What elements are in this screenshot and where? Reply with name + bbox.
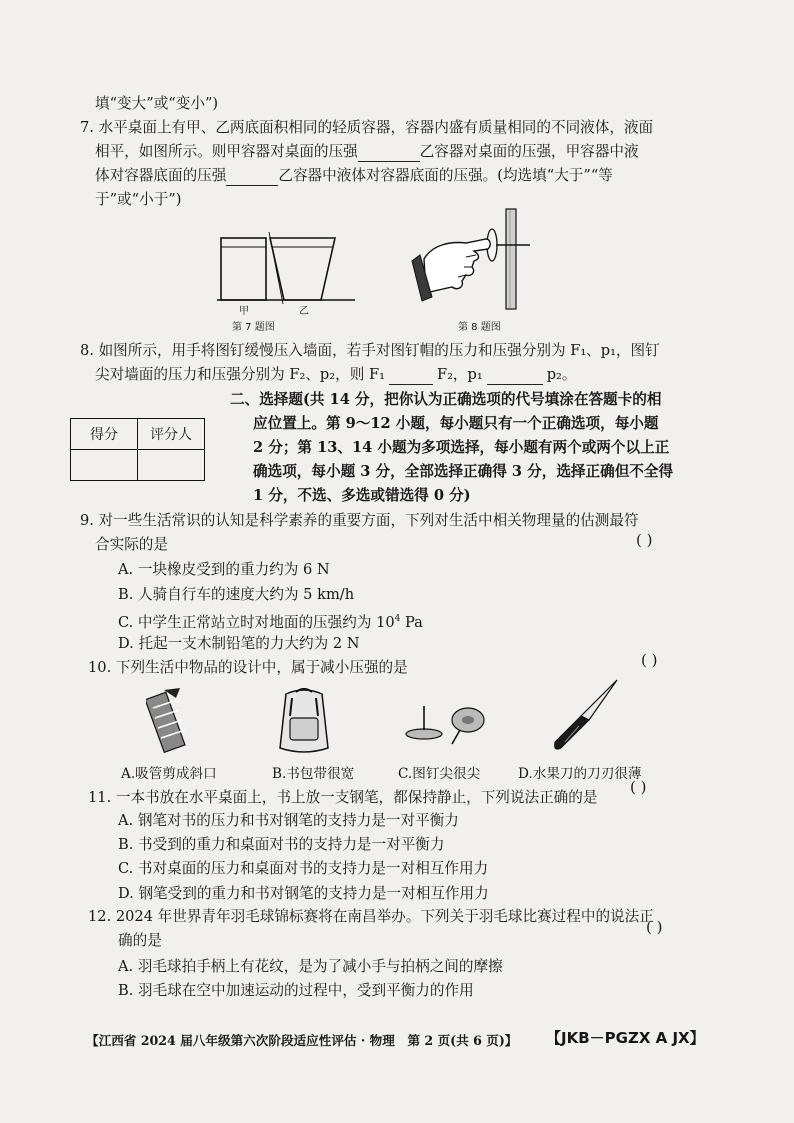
q10-option-d: D.水果刀的刀刃很薄 bbox=[518, 766, 642, 782]
q7-line-1: 7. 水平桌面上有甲、乙两底面积相同的轻质容器，容器内盛有质量相同的不同液体，液面 bbox=[80, 119, 654, 136]
q9-option-d: D. 托起一支木制铅笔的力大约为 2 N bbox=[118, 635, 360, 652]
q7-line-2: 相平，如图所示。则甲容器对桌面的压强 乙容器对桌面的压强，甲容器中液 bbox=[95, 143, 639, 160]
straw-image bbox=[146, 688, 196, 756]
q10-option-a: A.吸管剪成斜口 bbox=[121, 766, 217, 782]
q10-option-b: B.书包带很宽 bbox=[272, 766, 355, 782]
label-yi: 乙 bbox=[299, 306, 309, 317]
q10-line-1: 10. 下列生活中物品的设计中，属于减小压强的是 bbox=[88, 659, 408, 676]
q11-answer-paren[interactable]: ( ) bbox=[630, 778, 647, 796]
score-table bbox=[70, 418, 205, 481]
divider-line bbox=[269, 232, 283, 304]
q9-answer-paren[interactable]: ( ) bbox=[636, 531, 653, 549]
footer-code: 【JKB－PGZX A JX】 bbox=[546, 1029, 705, 1047]
q9-option-b: B. 人骑自行车的速度大约为 5 km/h bbox=[118, 586, 355, 603]
figure-7-containers bbox=[205, 228, 365, 338]
q6-tail-line: 填“变大”或“变小”) bbox=[95, 95, 219, 112]
q7-line-4: 于”或“小于”) bbox=[95, 191, 182, 208]
score-cell[interactable] bbox=[71, 450, 138, 481]
section-2-line-4: 确选项，每小题 3 分，全部选择正确得 3 分，选择正确但不全得 bbox=[253, 463, 674, 480]
figure-8-hand-pressing-pin bbox=[410, 205, 540, 315]
q8-line-2: 尖对墙面的压力和压强分别为 F₂、p₂，则 F₁ F₂，p₁ p₂。 bbox=[95, 366, 577, 383]
q12-line-2: 确的是 bbox=[118, 932, 162, 949]
q7-blank-2[interactable] bbox=[226, 170, 278, 186]
grader-cell[interactable] bbox=[138, 450, 205, 481]
q10-option-c: C.图钉尖很尖 bbox=[398, 766, 481, 782]
backpack-image bbox=[272, 688, 336, 758]
q7-line-3: 体对容器底面的压强 乙容器中液体对容器底面的压强。(均选填“大于”“等 bbox=[95, 167, 613, 184]
figure-8-caption: 第 8 题图 bbox=[458, 322, 501, 333]
section-2-line-2: 应位置上。第 9～12 小题，每小题只有一个正确选项，每小题 bbox=[253, 415, 659, 432]
score-header: 得分 bbox=[71, 419, 138, 450]
label-jia: 甲 bbox=[239, 306, 249, 317]
section-2-line-5: 1 分，不选、多选或错选得 0 分) bbox=[253, 487, 471, 504]
q9-option-c: C. 中学生正常站立时对地面的压强约为 $10^4$ Pa bbox=[118, 613, 423, 631]
q9-option-a: A. 一块橡皮受到的重力约为 6 N bbox=[118, 561, 330, 578]
q12-answer-paren[interactable]: ( ) bbox=[646, 918, 663, 936]
q11-line-1: 11. 一本书放在水平桌面上，书上放一支钢笔，都保持静止，下列说法正确的是 bbox=[88, 789, 598, 806]
q10-answer-paren[interactable]: ( ) bbox=[641, 651, 658, 669]
grader-header: 评分人 bbox=[138, 419, 205, 450]
q8-line-1: 8. 如图所示，用手将图钉缓慢压入墙面，若手对图钉帽的压力和压强分别为 F₁、p₁，图钉 bbox=[80, 342, 660, 359]
wall bbox=[506, 209, 516, 309]
footer-left: 【江西省 2024 届八年级第六次阶段适应性评估 · 物理 第 2 页(共 6 页)】 bbox=[86, 1033, 518, 1048]
q9-line-2: 合实际的是 bbox=[95, 536, 168, 553]
q12-line-1: 12. 2024 年世界青年羽毛球锦标赛将在南昌举办。下列关于羽毛球比赛过程中的说法正 bbox=[88, 908, 654, 925]
q11-option-c: C. 书对桌面的压力和桌面对书的支持力是一对相互作用力 bbox=[118, 860, 489, 877]
q11-option-d: D. 钢笔受到的重力和书对钢笔的支持力是一对相互作用力 bbox=[118, 885, 489, 902]
q8-blank-1[interactable] bbox=[389, 369, 433, 385]
q12-option-a: A. 羽毛球拍手柄上有花纹，是为了减小手与拍柄之间的摩擦 bbox=[118, 958, 503, 975]
q9-line-1: 9. 对一些生活常识的认知是科学素养的重要方面，下列对生活中相关物理量的估测最符 bbox=[80, 512, 639, 529]
q11-option-b: B. 书受到的重力和桌面对书的支持力是一对平衡力 bbox=[118, 836, 445, 853]
q12-option-b: B. 羽毛球在空中加速运动的过程中，受到平衡力的作用 bbox=[118, 982, 474, 999]
figure-7-caption: 第 7 题图 bbox=[232, 322, 275, 333]
fruit-knife-image bbox=[545, 676, 625, 756]
q7-blank-1[interactable] bbox=[358, 146, 420, 162]
section-2-line-3: 2 分；第 13、14 小题为多项选择，每小题有两个或两个以上正 bbox=[253, 439, 670, 456]
q8-blank-2[interactable] bbox=[487, 369, 543, 385]
hand bbox=[424, 239, 490, 293]
q11-option-a: A. 钢笔对书的压力和书对钢笔的支持力是一对平衡力 bbox=[118, 812, 459, 829]
thumbtack-image bbox=[402, 700, 502, 752]
section-2-line-1: 二、选择题(共 14 分，把你认为正确选项的代号填涂在答题卡的相 bbox=[230, 391, 662, 408]
